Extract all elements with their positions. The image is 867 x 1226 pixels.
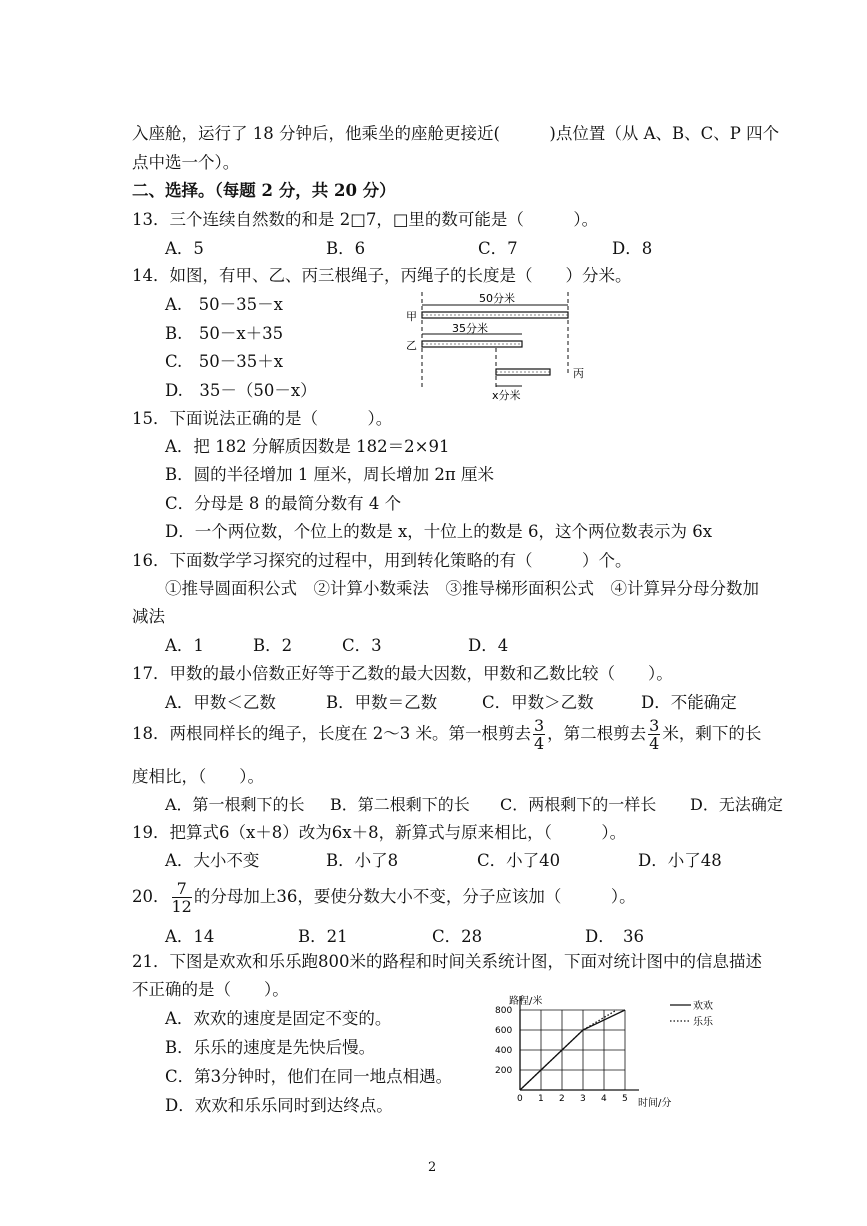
q15-option-b: B．圆的半径增加 1 厘米，周长增加 2π 厘米 <box>165 465 494 484</box>
question-13-stem: 13．三个连续自然数的和是 2□7，□里的数可能是（ ）。 <box>132 210 599 229</box>
q18-option-d: D．无法确定 <box>690 795 783 814</box>
question-14-stem: 14．如图，有甲、乙、丙三根绳子，丙绳子的长度是（ ）分米。 <box>132 266 632 285</box>
x-tick-label: 4 <box>601 1094 607 1104</box>
q15-option-a: A．把 182 分解质因数是 182＝2×91 <box>165 437 450 456</box>
q14-option-c: C. 50－35＋x <box>165 352 284 371</box>
q16-option-d: D．4 <box>468 636 509 655</box>
intro-line-1: 入座舱，运行了 18 分钟后，他乘坐的座舱更接近( )点位置（从 A、B、C、P 四个 <box>132 124 780 143</box>
q13-option-c: C．7 <box>478 239 518 258</box>
fraction-seven-twelfths: $\frac{7}{12}$ <box>171 879 192 916</box>
label-jia: 甲 <box>406 310 417 323</box>
q21-option-b: B．乐乐的速度是先快后慢。 <box>165 1038 376 1057</box>
q15-option-c: C．分母是 8 的最简分数有 4 个 <box>165 494 402 513</box>
legend-lele: 乐乐 <box>693 1017 713 1028</box>
question-16-stem: 16．下面数学学习探究的过程中，用到转化策略的有（ ）个。 <box>132 551 632 570</box>
q14-option-a: A. 50－35－x <box>165 295 283 314</box>
q17-option-b: B．甲数＝乙数 <box>326 693 438 712</box>
x-axis-label: 时间/分 <box>638 1098 672 1109</box>
chart-ticks <box>495 1006 628 1104</box>
question-18-stem: 18．两根同样长的绳子，长度在 2～3 米。第一根剪去 $\frac{3}{4}$ ，第二根剪去 $\frac{3}{4}$ 米，剩下的长 <box>132 716 762 753</box>
question-21-stem-1: 21．下图是欢欢和乐乐跑800米的路程和时间关系统计图，下面对统计图中的信息描述 <box>132 952 762 971</box>
q16-detail-2: 减法 <box>132 607 165 626</box>
q18-option-a: A．第一根剩下的长 <box>165 795 305 814</box>
q21-option-a: A．欢欢的速度是固定不变的。 <box>165 1009 392 1028</box>
x-tick-label: 0 <box>517 1094 523 1104</box>
q17-option-a: A．甲数＜乙数 <box>165 693 276 712</box>
q16-option-a: A．1 <box>165 636 204 655</box>
q13-option-a: A．5 <box>165 239 204 258</box>
fraction-three-quarters: $\frac{3}{4}$ <box>649 716 660 753</box>
legend-huanhuan: 欢欢 <box>693 1001 713 1012</box>
q19-option-a: A．大小不变 <box>165 851 260 870</box>
q18-option-b: B．第二根剩下的长 <box>330 795 470 814</box>
q18-option-c: C．两根剩下的一样长 <box>500 795 657 814</box>
y-tick-label: 800 <box>495 1006 513 1016</box>
y-tick-label: 200 <box>495 1066 513 1076</box>
section-heading: 二、选择。（每题 2 分，共 20 分） <box>132 181 396 200</box>
question-15-stem: 15．下面说法正确的是（ ）。 <box>132 409 393 428</box>
distance-time-chart <box>485 990 735 1120</box>
q14-option-d: D. 35－（50－x） <box>165 381 317 400</box>
q17-option-d: D．不能确定 <box>641 693 737 712</box>
y-tick-label: 600 <box>495 1026 513 1036</box>
q16-option-b: B．2 <box>253 636 293 655</box>
x-tick-label: 2 <box>559 1094 565 1104</box>
x-tick-label: 3 <box>580 1094 586 1104</box>
y-axis-label: 路程/米 <box>509 996 543 1007</box>
y-tick-label: 400 <box>495 1046 513 1056</box>
q19-option-c: C．小了40 <box>477 851 561 870</box>
x-tick-label: 1 <box>538 1094 544 1104</box>
rope-diagram <box>400 286 600 406</box>
q13-option-b: B．6 <box>326 239 366 258</box>
q20-option-c: C．28 <box>432 927 483 946</box>
x-tick-label: 5 <box>622 1094 628 1104</box>
label-35: 35分米 <box>452 322 488 335</box>
fraction-three-quarters: $\frac{3}{4}$ <box>533 716 545 753</box>
q20-option-d: D． 36 <box>585 927 644 946</box>
q16-option-c: C．3 <box>342 636 382 655</box>
q15-option-d: D．一个两位数，个位上的数是 x，十位上的数是 6，这个两位数表示为 6x <box>165 522 713 541</box>
intro-line-2: 点中选一个）。 <box>132 153 240 172</box>
q19-option-d: D．小了48 <box>638 851 722 870</box>
label-x: x分米 <box>492 389 521 402</box>
label-50: 50分米 <box>479 292 515 305</box>
q13-option-d: D．8 <box>612 239 653 258</box>
question-20-stem: 20． $\frac{7}{12}$ 的分母加上36，要使分数大小不变，分子应该加（ ）。 <box>132 879 636 916</box>
q18-stem-continued: 度相比，（ ）。 <box>132 767 264 786</box>
chart-legend <box>670 1000 714 1028</box>
q17-option-c: C．甲数＞乙数 <box>482 693 594 712</box>
q20-option-b: B．21 <box>298 927 348 946</box>
q14-option-b: B. 50－x＋35 <box>165 324 284 343</box>
q21-option-d: D．欢欢和乐乐同时到达终点。 <box>165 1096 393 1115</box>
q19-option-b: B．小了8 <box>326 851 399 870</box>
question-19-stem: 19．把算式6（x＋8）改为6x＋8，新算式与原来相比，（ ）。 <box>132 823 627 842</box>
q21-option-c: C．第3分钟时，他们在同一地点相遇。 <box>165 1067 453 1086</box>
q16-detail-1: ①推导圆面积公式 ②计算小数乘法 ③推导梯形面积公式 ④计算异分母分数加 <box>165 579 759 598</box>
chart-grid <box>520 996 639 1090</box>
question-21-stem-2: 不正确的是（ ）。 <box>132 980 289 999</box>
q20-option-a: A．14 <box>165 927 215 946</box>
label-yi: 乙 <box>406 339 417 352</box>
question-17-stem: 17．甲数的最小倍数正好等于乙数的最大因数，甲数和乙数比较（ ）。 <box>132 664 673 683</box>
page-number: 2 <box>428 1160 437 1175</box>
label-bing: 丙 <box>573 367 584 380</box>
